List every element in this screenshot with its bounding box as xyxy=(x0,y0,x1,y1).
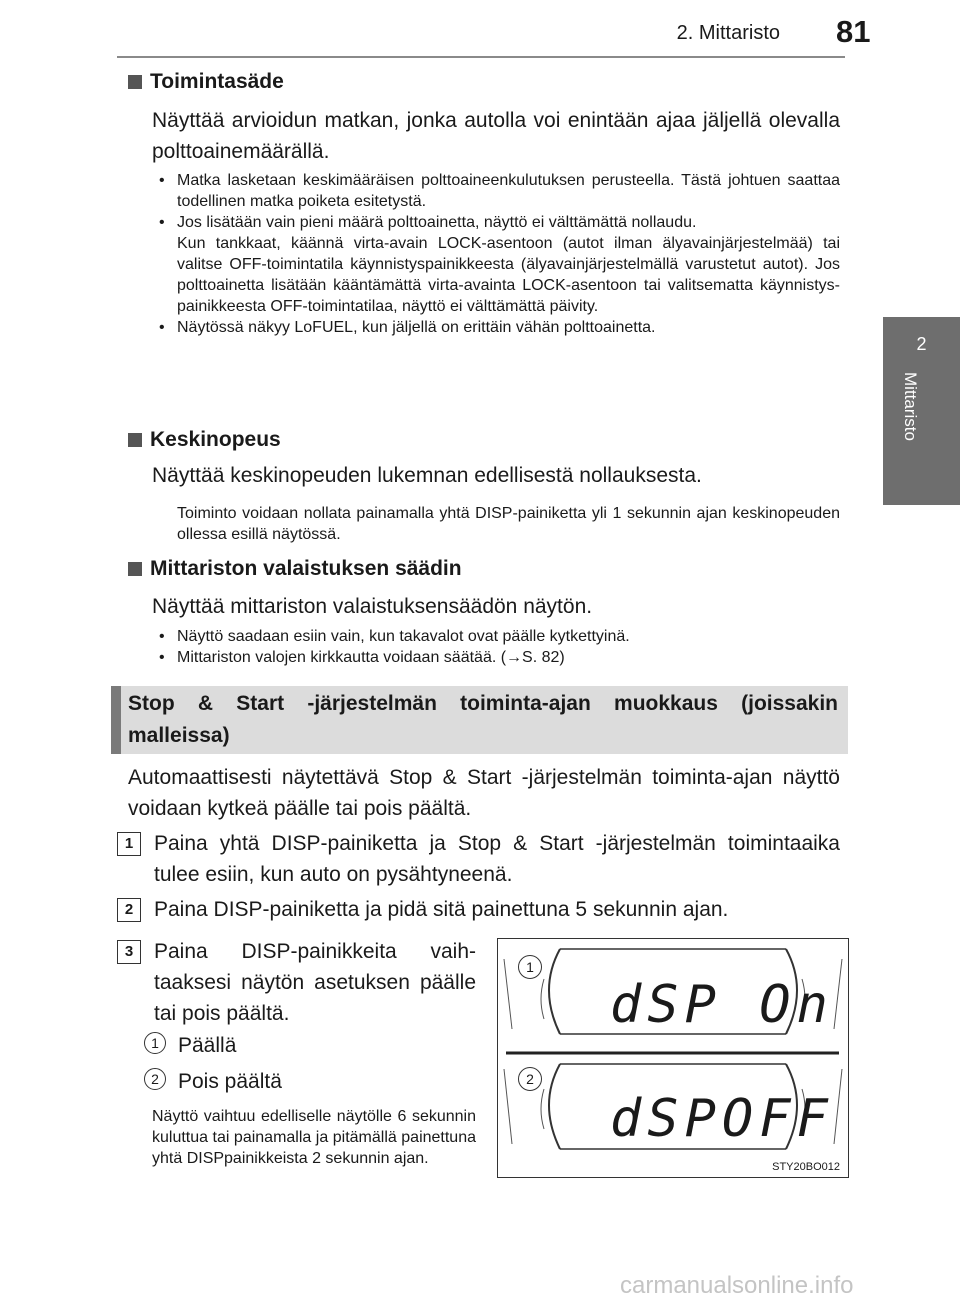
list-item: • Näytössä näkyy LoFUEL, kun jäljellä on erittäin vähän polttoainetta. xyxy=(152,317,840,338)
figure-marker: 2 xyxy=(518,1067,542,1091)
section-heading-illumination: Mittariston valaistuksen säädin xyxy=(128,557,462,581)
section-heading-average-speed: Keskinopeus xyxy=(128,428,281,452)
step-text: Paina yhtä DISP-painiketta ja Stop & Start -järjestelmän toimintaaika tulee esiin, kun auto on pysähtyneenä. xyxy=(154,832,840,886)
section-heading-range: Toimintasäde xyxy=(128,70,284,94)
lcd-text-off: dSPOFF xyxy=(610,1089,834,1149)
header-divider xyxy=(117,56,845,58)
display-illustration xyxy=(497,938,849,1178)
figure-marker: 1 xyxy=(518,955,542,979)
step-text: Paina DISP-painikkeita vaihtaaksesi näytön asetuksen päälle tai pois päältä. xyxy=(154,940,476,1025)
option-label-on: Päällä xyxy=(178,1034,237,1057)
side-tab-number: 2 xyxy=(916,334,927,354)
option-marker: 1 xyxy=(144,1032,166,1054)
square-bullet-icon xyxy=(128,433,142,447)
list-item: • Jos lisätään vain pieni määrä polttoainetta, näyttö ei välttämättä nollaudu. Kun tankkaat, käännä virta-avain LOCK-asentoon (autot ilman älyavainjärjestelmää) tai valitse OFF-toimintatila käynnistyspainikkeesta (älyavainjärjestelmällä varustetut autot). Jos polttoainetta lisätään kääntämättä virta-avainta LOCK-asentoon tai valitsematta käynnistyspainikkeesta OFF-toimintatilaa, näyttö ei välttämättä päivity. xyxy=(152,212,840,317)
option-label-off: Pois päältä xyxy=(178,1070,282,1093)
range-bullet-list xyxy=(152,170,840,338)
step-note: Näyttö vaihtuu edelliselle näytölle 6 sekunnin kuluttua tai painamalla ja pitämällä painettuna yhtä DISPpainikkeista 2 sekunnin ajan. xyxy=(152,1108,476,1167)
range-description: Näyttää arvioidun matkan, jonka autolla voi enintään ajaa jäljellä olevalla polttoainemäärällä. xyxy=(152,109,840,163)
lcd-text-on: dSP On xyxy=(610,975,834,1035)
step-text: Paina DISP-painiketta ja pidä sitä painettuna 5 sekunnin ajan. xyxy=(154,898,729,921)
square-bullet-icon xyxy=(128,75,142,89)
section-bar-accent xyxy=(111,686,121,754)
step-number-badge: 2 xyxy=(117,898,141,922)
figure-code: STY20BO012 xyxy=(772,1161,840,1173)
average-speed-note: Toiminto voidaan nollata painamalla yhtä DISP-painiketta yli 1 sekunnin ajan keskinopeuden ollessa esillä näytössä. xyxy=(177,505,840,543)
chapter-title: 2. Mittaristo xyxy=(676,22,780,44)
step-number-badge: 1 xyxy=(117,832,141,856)
list-item: • Matka lasketaan keskimääräisen polttoaineenkulutuksen perusteella. Tästä johtuen saattaa todellinen matka poiketa esitetystä. xyxy=(152,170,840,212)
square-bullet-icon xyxy=(128,562,142,576)
illumination-description: Näyttää mittariston valaistuksensäädön näytön. xyxy=(152,595,593,618)
illumination-bullet-list xyxy=(152,626,840,668)
side-tab-label: Mittaristo xyxy=(901,372,920,441)
option-marker: 2 xyxy=(144,1068,166,1090)
stop-start-intro: Automaattisesti näytettävä Stop & Start -järjestelmän toiminta-ajan näyttö voidaan kytkeä päälle tai pois päältä. xyxy=(128,766,840,820)
average-speed-description: Näyttää keskinopeuden lukemnan edellisestä nollauksesta. xyxy=(152,464,702,487)
step-number-badge: 3 xyxy=(117,940,141,964)
stop-start-section-title: Stop & Start -järjestelmän toiminta-ajan muokkaus (joissakin malleissa) xyxy=(128,692,838,747)
page-number: 81 xyxy=(836,14,871,49)
list-item: • Näyttö saadaan esiin vain, kun takavalot ovat päälle kytkettyinä. xyxy=(152,626,840,647)
list-item: • Mittariston valojen kirkkautta voidaan säätää. (→S. 82) xyxy=(152,647,840,668)
watermark: carmanualsonline.info xyxy=(620,1272,854,1299)
